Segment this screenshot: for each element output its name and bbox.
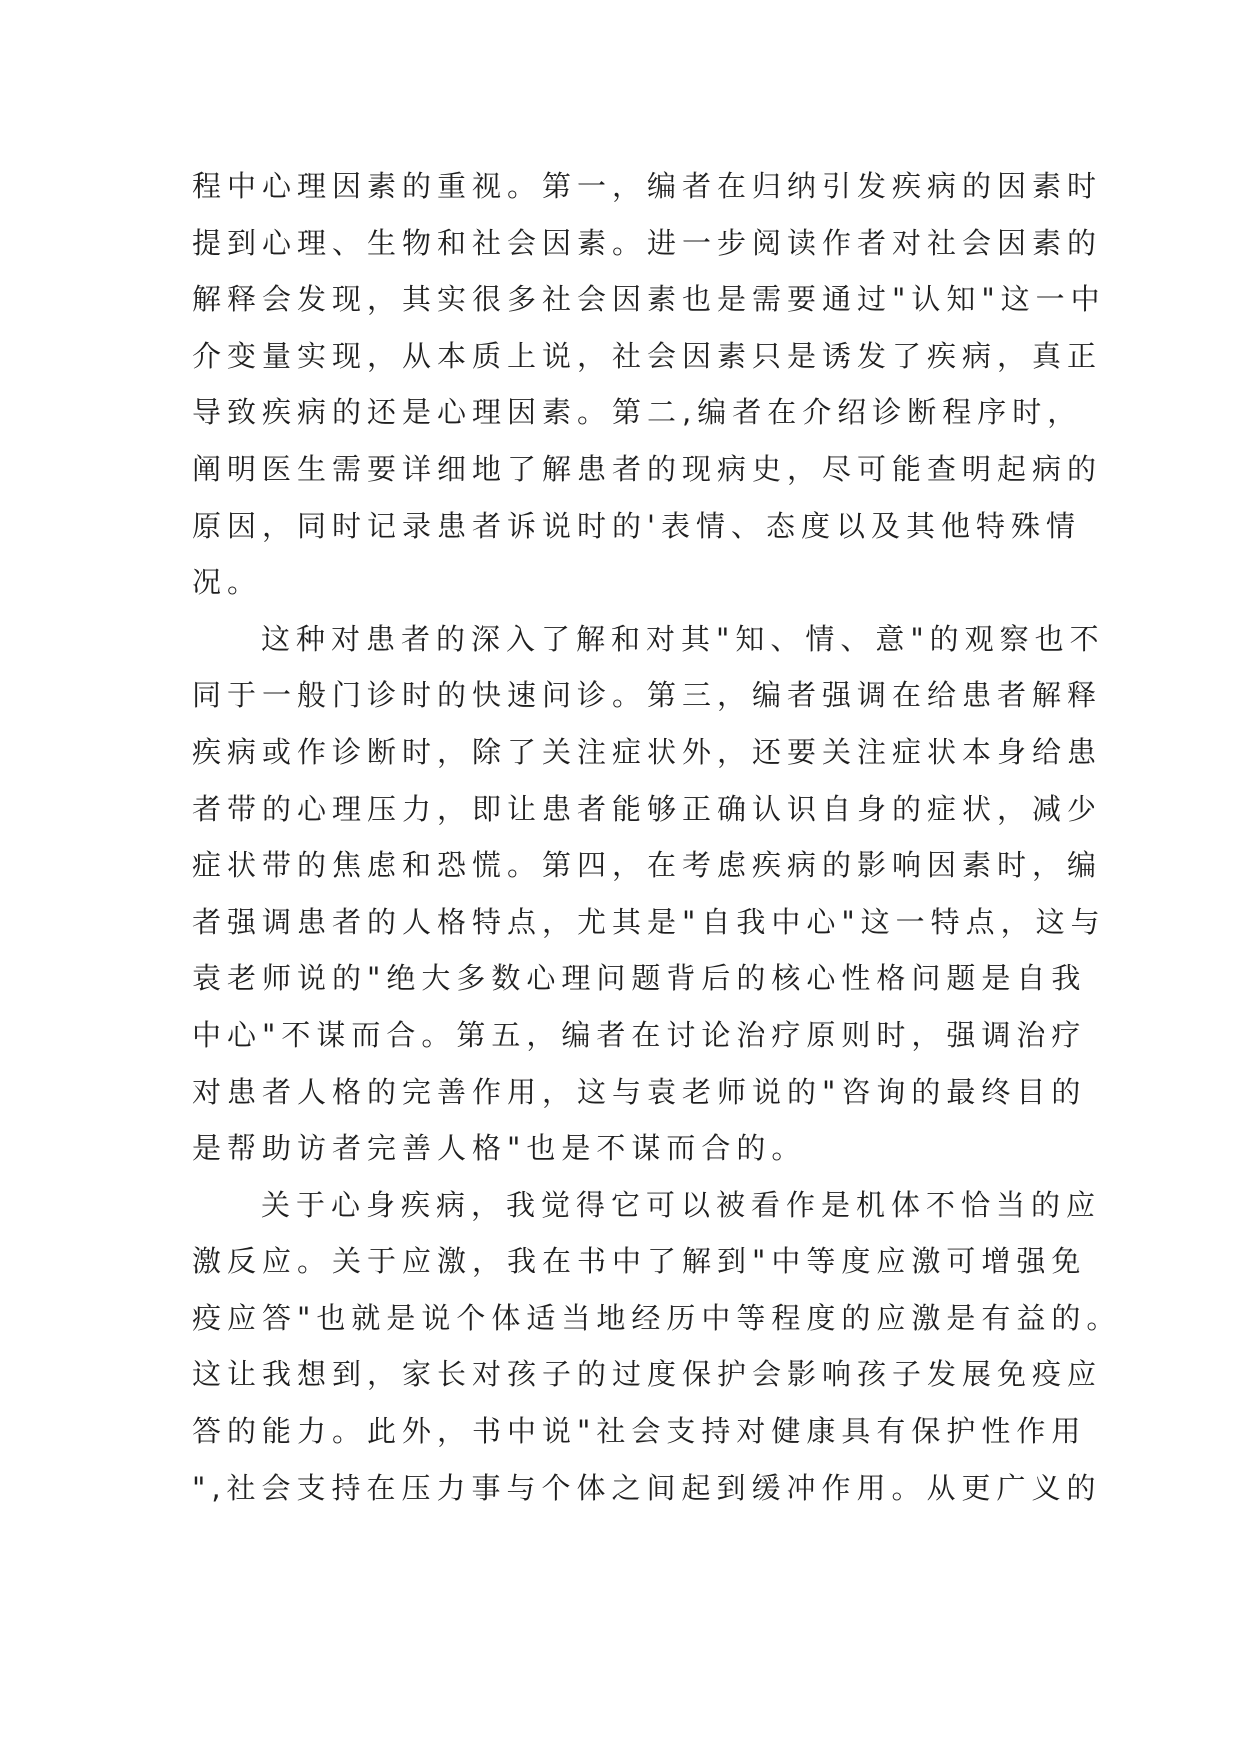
text-line: 是帮助访者完善人格"也是不谋而合的。	[192, 1131, 807, 1166]
text-line: 者带的心理压力，即让患者能够正确认识自身的症状，减少	[192, 791, 1103, 826]
text-line: 阐明医生需要详细地了解患者的现病史，尽可能查明起病的	[192, 451, 1103, 486]
text-line: 袁老师说的"绝大多数心理问题背后的核心性格问题是自我	[192, 961, 1087, 996]
text-line: 况。	[192, 565, 263, 600]
text-line: 提到心理、生物和社会因素。进一步阅读作者对社会因素的	[192, 225, 1103, 260]
paragraph-first-line: 关于心身疾病，我觉得它可以被看作是机体不恰当的应	[261, 1187, 1102, 1222]
text-line: 同于一般门诊时的快速问诊。第三，编者强调在给患者解释	[192, 678, 1103, 713]
text-line: 者强调患者的人格特点，尤其是"自我中心"这一特点，这与	[192, 904, 1106, 939]
text-line: 原因，同时记录患者诉说时的'表情、态度以及其他特殊情	[192, 508, 1081, 543]
text-line: ",社会支持在压力事与个体之间起到缓冲作用。从更广义的	[192, 1470, 1102, 1505]
text-line: 答的能力。此外，书中说"社会支持对健康具有保护性作用	[192, 1414, 1087, 1449]
text-line: 疾病或作诊断时，除了关注症状外，还要关注症状本身给患	[192, 734, 1103, 769]
body-text	[192, 158, 1122, 1516]
text-line: 对患者人格的完善作用，这与袁老师说的"咨询的最终目的	[192, 1074, 1087, 1109]
text-line: 介变量实现，从本质上说，社会因素只是诱发了疾病，真正	[192, 338, 1103, 373]
paragraph-first-line: 这种对患者的深入了解和对其"知、情、意"的观察也不	[261, 621, 1105, 656]
text-line: 这让我想到，家长对孩子的过度保护会影响孩子发展免疫应	[192, 1357, 1103, 1392]
text-line: 导致疾病的还是心理因素。第二,编者在介绍诊断程序时，	[192, 395, 1083, 430]
text-line: 激反应。关于应激，我在书中了解到"中等度应激可增强免	[192, 1244, 1087, 1279]
text-line: 中心"不谋而合。第五，编者在讨论治疗原则时，强调治疗	[192, 1017, 1087, 1052]
text-line: 症状带的焦虑和恐慌。第四，在考虑疾病的影响因素时，编	[192, 848, 1103, 883]
text-line: 程中心理因素的重视。第一，编者在归纳引发疾病的因素时	[192, 169, 1103, 203]
text-line: 解释会发现，其实很多社会因素也是需要通过"认知"这一中	[192, 282, 1106, 317]
text-line: 疫应答"也就是说个体适当地经历中等程度的应激是有益的。	[192, 1300, 1122, 1335]
